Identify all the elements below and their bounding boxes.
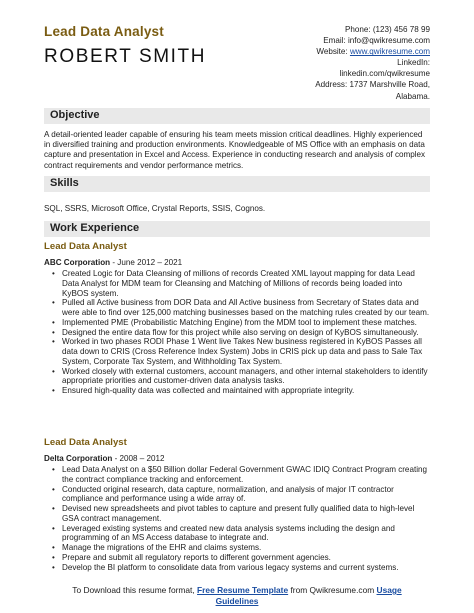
job-entry xyxy=(44,241,430,396)
objective-section-bar xyxy=(44,108,430,124)
contact-email xyxy=(200,35,430,46)
objective-text: A detail-oriented leader capable of ensuring his team meets mission critical deadlines. Highly experienced in diversified training and production environments. Knowledgeable of MS Office with an emphasis on data capture and presentation in Excel and Access. Experience in conducting research and analysis of complex contract requirements and vendor performance metrics. xyxy=(44,130,426,170)
footer-middle: from Qwikresume.com xyxy=(288,585,377,595)
contact-block xyxy=(200,24,430,102)
phone-value: (123) 456 78 99 xyxy=(372,25,430,34)
footer-prefix: To Download this resume format, xyxy=(72,585,198,595)
usage-link[interactable]: Usage xyxy=(376,585,402,595)
email-value: info@qwikresume.com xyxy=(348,36,430,46)
candidate-name: ROBERT SMITH xyxy=(44,46,207,67)
job-bullet: • Lead Data Analyst on a $50 Billion dollar Federal Government GWAC IDIQ Contract Program creating the contract compliance tracking and enforcement. xyxy=(62,465,430,485)
job-bullet: • Created Logic for Data Cleansing of millions of records Created XML layout mapping for data Lead Data Analyst for MDM team for Cleansing and Matching of Millions of records being loaded into KyBOS system. xyxy=(62,269,430,298)
company-line xyxy=(44,454,430,463)
job-bullet: • Implemented PME (Probabilistic Matching Engine) from the MDM tool to implement these matches. xyxy=(62,318,430,328)
address-line1: 1737 Marshville Road, xyxy=(349,80,430,90)
footer-line2 xyxy=(0,596,474,607)
page-footer xyxy=(0,585,474,607)
address-line2: Alabama. xyxy=(395,91,430,101)
company-name: Delta Corporation xyxy=(44,454,113,463)
job-bullet: • Devised new spreadsheets and pivot tables to capture and present fully qualified data to high-level GSA contract management. xyxy=(62,504,430,524)
job-bullet: • Leveraged existing systems and created new data analysis systems including the design and programming of an MS Access database to integrate and. xyxy=(62,524,430,544)
contact-address xyxy=(200,79,430,90)
company-line xyxy=(44,258,430,267)
skills-text: SQL, SSRS, Microsoft Office, Crystal Reports, SSIS, Cognos. xyxy=(44,204,266,213)
job-bullet: • Ensured high-quality data was collected and maintained with appropriate integrity. xyxy=(62,386,430,396)
job-entry xyxy=(44,437,430,572)
job-bullets xyxy=(44,465,430,572)
contact-phone xyxy=(200,24,430,35)
skills-heading: Skills xyxy=(50,177,79,189)
objective-heading: Objective xyxy=(50,109,100,121)
job-bullet: • Designed the entire data flow for this project while also serving on design of KyBOS simultaneously. xyxy=(62,328,430,338)
job-bullets xyxy=(44,269,430,396)
job-title: Lead Data Analyst xyxy=(44,437,127,448)
job-bullet: • Prepare and submit all regulatory reports to different government agencies. xyxy=(62,553,430,563)
phone-label: Phone: xyxy=(344,25,371,34)
job-bullet: • Worked in two phases RODI Phase 1 Went live Takes New business registered in KyBOS Passes all data down to CRIS (Cross Reference Index System) Jobs in CRIS pick up data and pass to Sale Tax System, Corporate Tax System, and Withholding Tax System. xyxy=(62,337,430,366)
free-template-link[interactable]: Free Resume Template xyxy=(197,585,289,595)
work-section-bar xyxy=(44,221,430,237)
linkedin-value: linkedin.com/qwikresume xyxy=(339,69,430,79)
address-label: Address: xyxy=(315,80,348,90)
job-bullet: • Pulled all Active business from DOR Data and All Active business from Secretary of States data and were able to find over 125,000 matching businesses based on the matching rules created by our team. xyxy=(62,298,430,318)
job-title: Lead Data Analyst xyxy=(44,24,164,39)
work-heading: Work Experience xyxy=(50,222,140,234)
contact-website xyxy=(200,46,430,57)
guidelines-link[interactable]: Guidelines xyxy=(215,596,259,606)
job-bullet: • Worked closely with external customers, account managers, and other internal stakeholders to identify appropriate priorities and customer-driven data analysis tasks. xyxy=(62,367,430,387)
email-label: Email: xyxy=(323,36,346,46)
job-bullet: • Develop the BI platform to consolidate data from various legacy systems and current systems. xyxy=(62,563,430,573)
resume-header xyxy=(44,24,206,68)
job-dates: - 2008 – 2012 xyxy=(112,454,165,463)
website-link[interactable]: www.qwikresume.com xyxy=(349,47,430,57)
job-bullet: • Manage the migrations of the EHR and claims systems. xyxy=(62,543,430,553)
linkedin-label: LinkedIn: xyxy=(397,58,430,68)
skills-section-bar xyxy=(44,176,430,192)
footer-line1 xyxy=(0,585,474,596)
company-name: ABC Corporation xyxy=(44,258,111,267)
job-title: Lead Data Analyst xyxy=(44,241,127,252)
job-dates: - June 2012 – 2021 xyxy=(110,258,183,267)
job-bullet: • Conducted original research, data capture, normalization, and analysis of major IT contractor compliance and performance using a wide array of. xyxy=(62,485,430,505)
website-label: Website: xyxy=(316,47,348,57)
